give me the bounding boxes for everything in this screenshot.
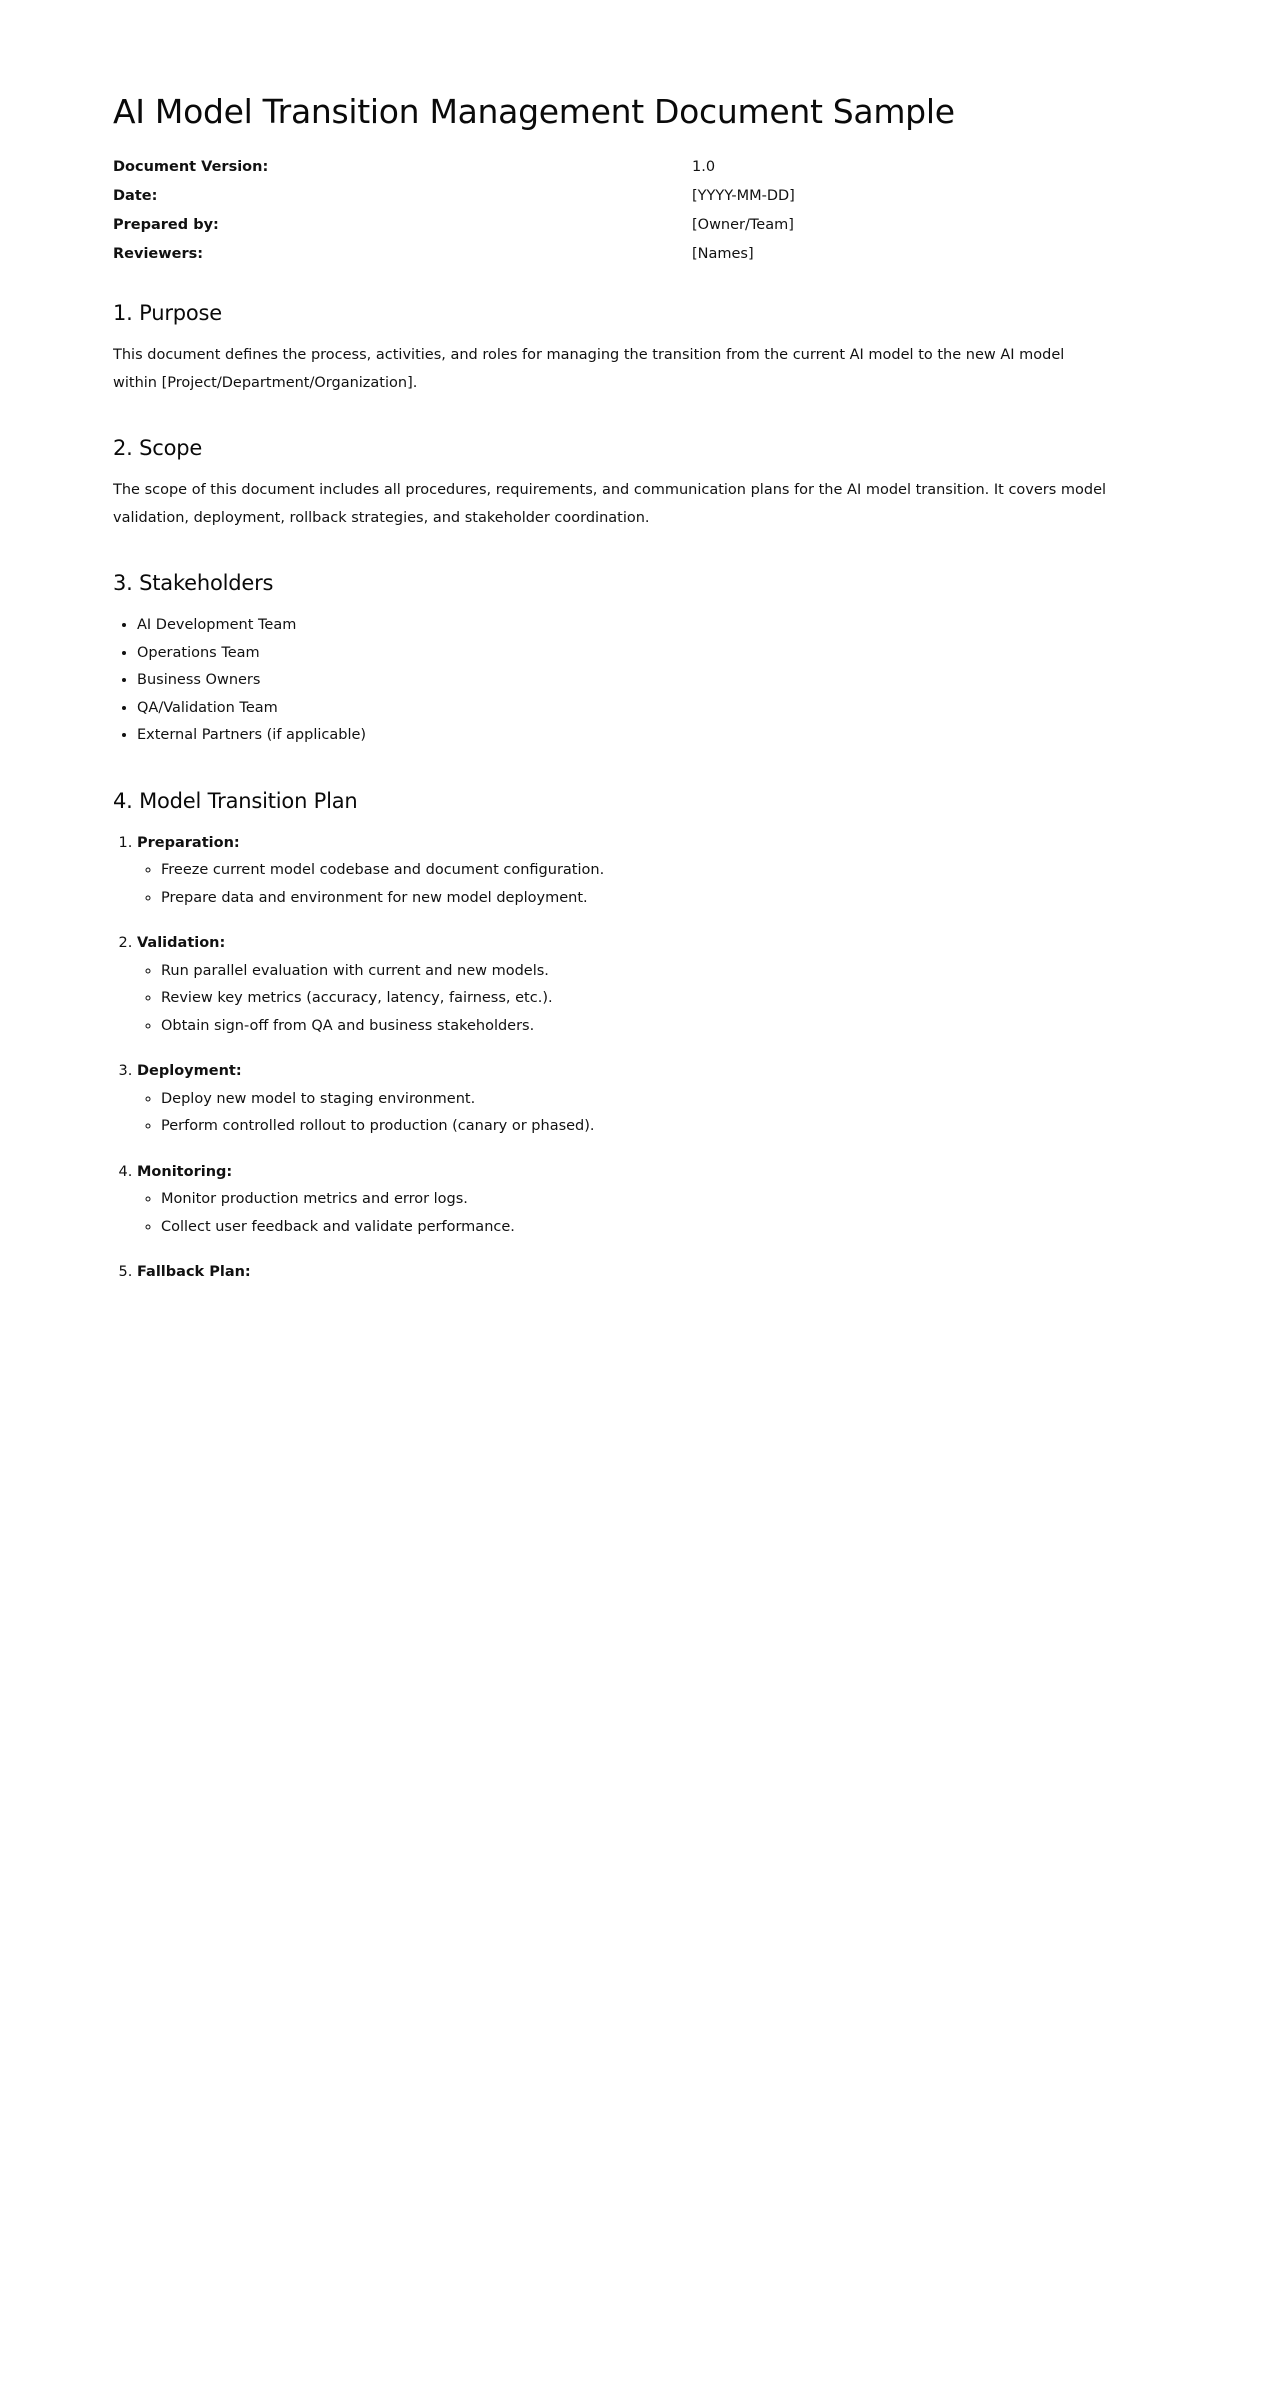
meta-value: 1.0 [692,158,716,175]
section-paragraph: The scope of this document includes all procedures, requirements, and communication plans for the AI model transition. It covers model validation, deployment, rollback strategies, and stakeholder coordination. [113,482,1107,526]
meta-value: [Names] [692,245,754,262]
list-item: ◦ Prepare data and environment for new model deployment. [161,885,1150,913]
document-body [113,296,1150,1298]
list-item: ◦ Freeze current model codebase and document configuration. [161,857,1150,885]
list-item: • Business Owners [137,667,1150,695]
list-item: ◦ Run parallel evaluation with current and new models. [161,958,1150,986]
list-item: ◦ Collect user feedback and validate performance. [161,1214,1150,1242]
step-validation [137,930,1150,1040]
section-heading: 2. Scope [113,436,203,460]
meta-label: Date: [113,187,158,204]
section-heading: 1. Purpose [113,301,222,325]
step-substeps [137,857,1150,912]
document-metadata-table [113,152,1150,268]
document-page [113,0,1150,1298]
meta-row-version [113,152,1150,181]
step-monitoring [137,1159,1150,1242]
step-preparation [137,830,1150,913]
meta-label: Reviewers: [113,245,204,262]
meta-label: Prepared by: [113,216,219,233]
section-paragraph: This document defines the process, activities, and roles for managing the transition from the current AI model to the new AI model within [Project/Department/Organization]. [113,347,1065,391]
step-title: Deployment: [137,1063,242,1079]
list-item: ◦ Monitor production metrics and error logs. [161,1186,1150,1214]
meta-value: [Owner/Team] [692,216,794,233]
meta-row-reviewers [113,239,1150,268]
step-title: Fallback Plan: [137,1264,251,1280]
section-purpose [113,296,1150,397]
meta-value: [YYYY-MM-DD] [692,187,795,204]
step-title: Monitoring: [137,1163,233,1180]
step-fallback-plan [137,1259,1150,1287]
list-item: • External Partners (if applicable) [137,722,1150,750]
section-stakeholders [113,566,1150,750]
list-item: ◦ Review key metrics (accuracy, latency, fairness, etc.). [161,985,1150,1013]
section-scope [113,431,1150,532]
step-substeps [137,958,1150,1041]
step-substeps [137,1186,1150,1241]
step-title: Preparation: [137,834,240,851]
document-title: AI Model Transition Management Document Sample [113,92,955,131]
list-item: ◦ Obtain sign-off from QA and business stakeholders. [161,1013,1150,1041]
meta-label: Document Version: [113,158,269,175]
list-item: ◦ Deploy new model to staging environment. [161,1086,1150,1114]
list-item: ◦ Perform controlled rollout to production (canary or phased). [161,1113,1150,1141]
section-heading: 3. Stakeholders [113,571,274,595]
meta-row-date [113,181,1150,210]
section-transition-plan [113,784,1150,1287]
transition-steps-list [113,830,1150,1287]
step-deployment [137,1058,1150,1141]
meta-row-prepared-by [113,210,1150,239]
list-item: • Operations Team [137,640,1150,668]
list-item: • AI Development Team [137,612,1150,640]
stakeholder-list [113,612,1150,750]
section-heading: 4. Model Transition Plan [113,788,358,813]
list-item: • QA/Validation Team [137,695,1150,723]
step-substeps [137,1086,1150,1141]
step-title: Validation: [137,935,226,951]
